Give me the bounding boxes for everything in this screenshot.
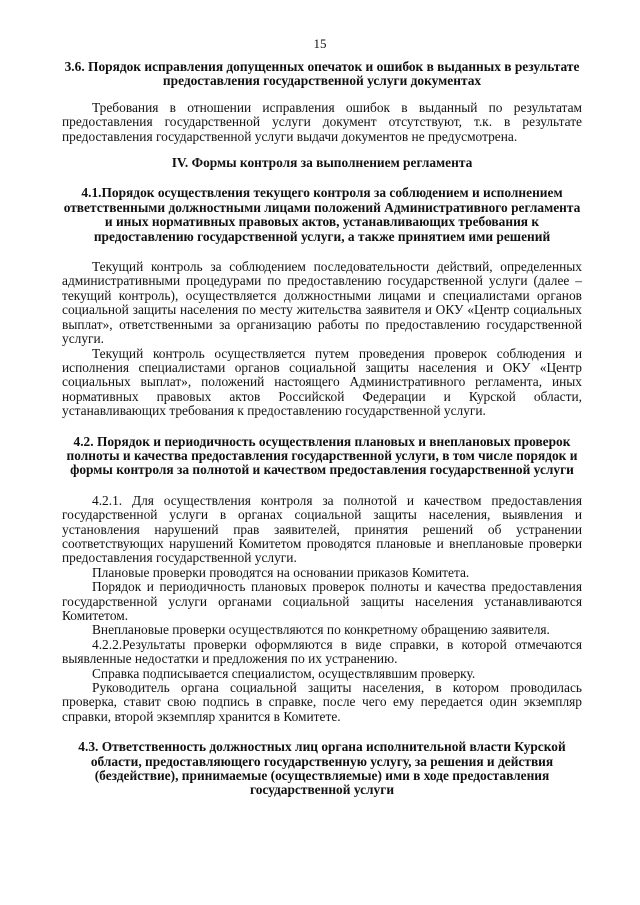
section-4-1-paragraph-1: Текущий контроль за соблюдением последовательности действий, определенных административными процедурами по предоставлению государственной услуги (далее – текущий контроль), осуществляется должностными лицами и специалистами органов социальной защиты населения по месту жительства заявителя и ОКУ «Центр социальных выплат», ответственными за организацию работы по предоставлению государственной услуги.	[62, 259, 582, 347]
section-4-3-heading: 4.3. Ответственность должностных лиц органа исполнительной власти Курской области, предоставляющего государственную услугу, за решения и действия (бездействие), принимаемые (осуществляемые) ими в ходе предоставления государственной услуги	[78, 739, 566, 798]
section-4-2-paragraph-7: Руководитель органа социальной защиты населения, в котором проводилась проверка, ставит свою подпись в справке, после чего ему передается один экземпляр справки, второй экземпляр хранится в Комитете.	[62, 680, 582, 724]
section-4-2-paragraph-1: 4.2.1. Для осуществления контроля за полнотой и качеством предоставления государственной услуги в органах социальной защиты населения, выявления и установления нарушений прав заявителей, принятия решений об устранении соответствующих нарушений Комитетом проводятся плановые и внеплановые проверки предоставления государственной услуги.	[62, 492, 582, 566]
section-3-6-paragraph: Требования в отношении исправления ошибок в выданный по результатам предоставления государственной услуги документ отсутствуют, т.к. в результате предоставления государственной услуги выдачи документов не предусмотрена.	[62, 99, 582, 144]
section-4-2-paragraph-2: Плановые проверки проводятся на основании приказов Комитета.	[92, 564, 470, 580]
section-4-2-paragraph-3: Порядок и периодичность плановых проверок полноты и качества предоставления государственной услуги органами социальной защиты населения устанавливаются Комитетом.	[62, 579, 582, 623]
section-4-1-paragraph-2: Текущий контроль осуществляется путем проведения проверок соблюдения и исполнения специалистами органов социальной защиты населения и ОКУ «Центр социальных выплат», положений настоящего Административного регламента, иных нормативных правовых актов Российской Федерации и Курской области, устанавливающих требования к предоставлению государственной услуги.	[62, 345, 582, 419]
section-4-2-paragraph-6: Справка подписывается специалистом, осуществлявшим проверку.	[92, 665, 476, 681]
section-4-2-paragraph-4: Внеплановые проверки осуществляются по конкретному обращению заявителя.	[92, 622, 550, 638]
section-4-1-heading: 4.1.Порядок осуществления текущего контроля за соблюдением и исполнением ответственными должностными лицами положений Административного регламента и иных нормативных правовых актов, устанавливающих требования к предоставлению государственной услуги, а также принятием ими решений	[63, 185, 581, 244]
section-4-2-heading: 4.2. Порядок и периодичность осуществления плановых и внеплановых проверок полноты и качества предоставления государственной услуги, в том числе порядок и формы контроля за полнотой и качеством предоставления государственной услуги	[66, 433, 578, 478]
page-content	[62, 60, 582, 798]
section-3-6-heading: 3.6. Порядок исправления допущенных опечаток и ошибок в выданных в результате предоставления государственной услуги документах	[64, 59, 580, 89]
section-4-heading: IV. Формы контроля за выполнением регламента	[171, 155, 473, 171]
section-4-2-paragraph-5: 4.2.2.Результаты проверки оформляются в виде справки, в которой отмечаются выявленные недостатки и предложения по их устранению.	[62, 636, 582, 667]
page-number: 15	[313, 36, 327, 51]
